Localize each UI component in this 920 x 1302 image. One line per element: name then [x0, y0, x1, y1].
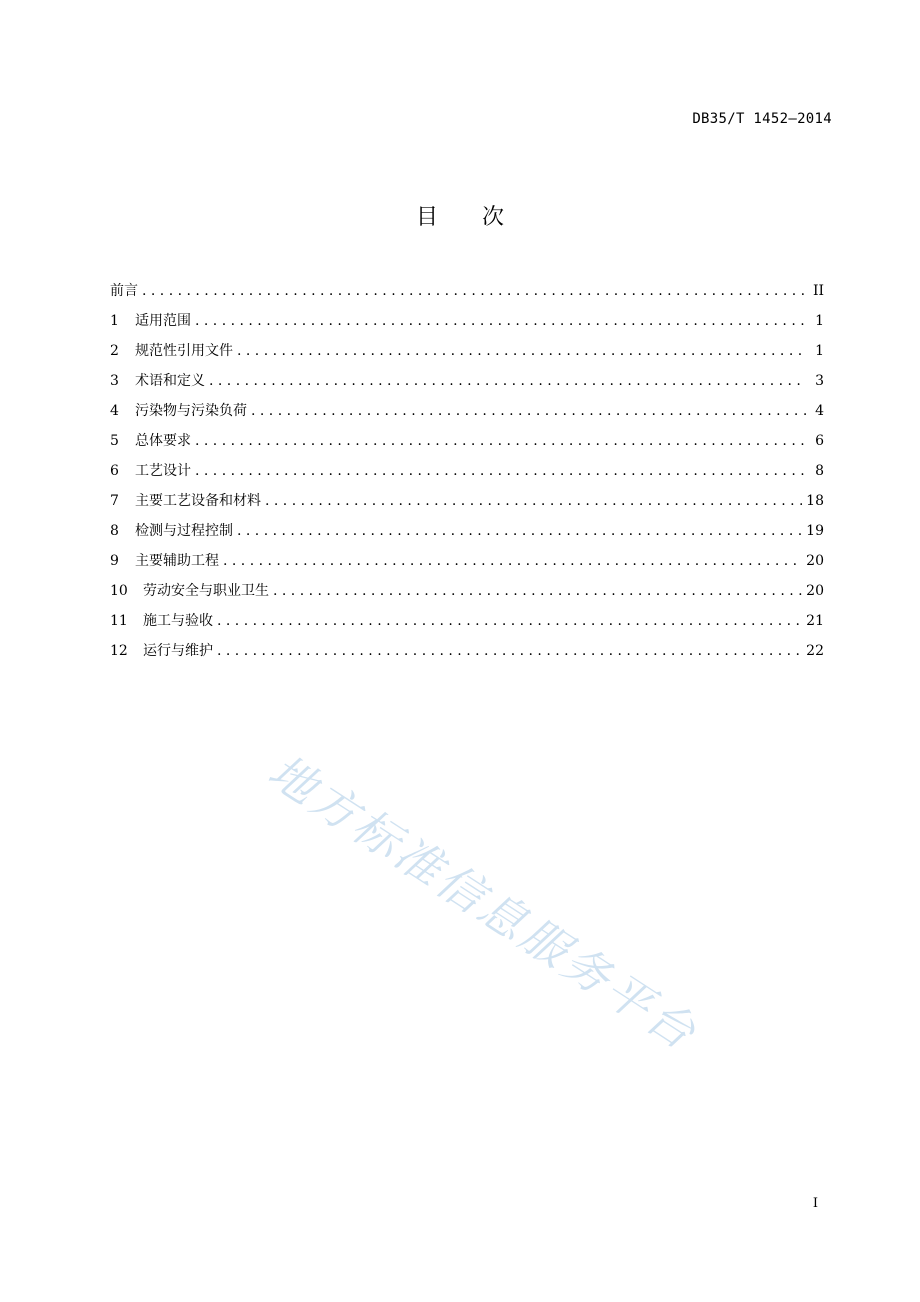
- toc-entry[interactable]: [110, 486, 824, 516]
- toc-entry-number: 9: [110, 553, 119, 569]
- toc-leader-dots: [265, 486, 802, 516]
- toc-entry[interactable]: [110, 606, 824, 636]
- toc-leader-dots: [195, 306, 806, 336]
- toc-entry-number: 8: [110, 523, 119, 539]
- toc-entry-number: 4: [110, 403, 119, 419]
- toc-entry-label: 检测与过程控制: [135, 523, 233, 539]
- toc-entry[interactable]: [110, 456, 824, 486]
- document-code: DB35/T 1452—2014: [692, 111, 832, 127]
- toc-entry-page: 21: [806, 613, 824, 629]
- toc-entry-label: 术语和定义: [135, 373, 205, 389]
- toc-entry-label: 运行与维护: [143, 643, 213, 659]
- table-of-contents: [110, 276, 824, 666]
- toc-entry[interactable]: [110, 576, 824, 606]
- toc-entry[interactable]: [110, 636, 824, 666]
- toc-leader-dots: [209, 366, 806, 396]
- toc-entry-label: 污染物与污染负荷: [135, 403, 247, 419]
- toc-entry-page: 20: [806, 553, 824, 569]
- toc-entry-label: 主要辅助工程: [135, 553, 219, 569]
- toc-entry-page: 8: [815, 463, 824, 479]
- watermark: 地方标准信息服务平台: [258, 743, 708, 1062]
- toc-entry[interactable]: [110, 516, 824, 546]
- toc-entry-page: 4: [815, 403, 824, 419]
- toc-entry-page: 1: [815, 343, 824, 359]
- toc-entry-page: II: [812, 283, 824, 299]
- toc-entry[interactable]: [110, 366, 824, 396]
- toc-entry-number: 2: [110, 343, 119, 359]
- toc-leader-dots: [223, 546, 802, 576]
- toc-entry-page: 19: [806, 523, 824, 539]
- page-title: 目次: [415, 205, 548, 230]
- toc-leader-dots: [237, 336, 806, 366]
- toc-entry-number: 12: [110, 643, 128, 659]
- toc-entry-label: 施工与验收: [143, 613, 213, 629]
- toc-leader-dots: [142, 276, 806, 306]
- toc-entry-page: 22: [806, 643, 824, 659]
- toc-entry-number: 6: [110, 463, 119, 479]
- toc-entry[interactable]: [110, 306, 824, 336]
- toc-entry-page: 18: [806, 493, 824, 509]
- toc-entry[interactable]: [110, 426, 824, 456]
- toc-entry[interactable]: [110, 336, 824, 366]
- toc-entry-label: 总体要求: [135, 433, 191, 449]
- toc-entry-page: 6: [815, 433, 824, 449]
- toc-entry-label: 前言: [110, 283, 138, 299]
- toc-leader-dots: [217, 606, 802, 636]
- toc-leader-dots: [273, 576, 802, 606]
- toc-entry-number: 5: [110, 433, 119, 449]
- toc-leader-dots: [237, 516, 802, 546]
- toc-entry-label: 规范性引用文件: [135, 343, 233, 359]
- toc-entry-number: 3: [110, 373, 119, 389]
- toc-entry[interactable]: [110, 396, 824, 426]
- toc-entry-page: 3: [815, 373, 824, 389]
- toc-entry-page: 1: [815, 313, 824, 329]
- toc-entry-number: 7: [110, 493, 119, 509]
- toc-entry-label: 劳动安全与职业卫生: [143, 583, 269, 599]
- toc-entry-label: 适用范围: [135, 313, 191, 329]
- toc-entry-number: 1: [110, 313, 119, 329]
- toc-entry-number: 10: [110, 583, 128, 599]
- toc-entry[interactable]: [110, 546, 824, 576]
- toc-leader-dots: [251, 396, 806, 426]
- toc-entry-label: 工艺设计: [135, 463, 191, 479]
- toc-entry-preface[interactable]: [110, 276, 824, 306]
- toc-leader-dots: [217, 636, 802, 666]
- toc-entry-label: 主要工艺设备和材料: [135, 493, 261, 509]
- toc-leader-dots: [195, 456, 806, 486]
- toc-entry-number: 11: [110, 613, 128, 629]
- page-number: I: [812, 1196, 818, 1211]
- toc-leader-dots: [195, 426, 806, 456]
- toc-entry-page: 20: [806, 583, 824, 599]
